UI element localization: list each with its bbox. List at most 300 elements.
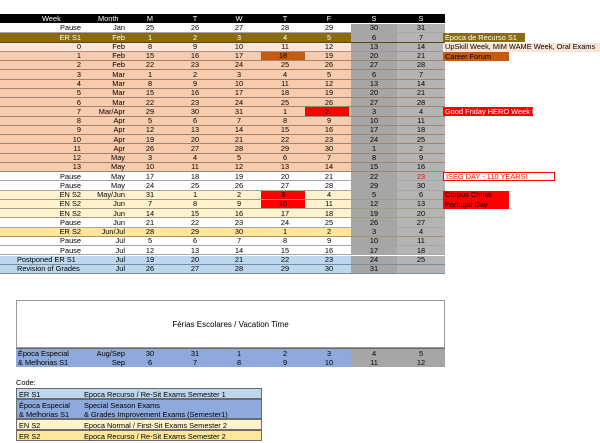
month-cell: Sep [111,357,125,367]
day-cell: 28 [397,61,445,69]
day-cell: 14 [397,43,445,51]
month-cell: Aug/Sep [96,348,125,358]
day-cell: 16 [190,51,200,61]
day-header-fri: F [326,13,332,23]
day-cell: 8 [351,154,397,162]
day-cell: 30 [190,106,200,116]
legend-description: Special Season Exams & Grades Improvement Exams (Semester1) [84,401,228,419]
day-cell: 22 [351,172,397,180]
week-cell: EN S2 [59,208,81,218]
day-cell: 12 [397,358,445,367]
day-cell: 22 [280,134,290,144]
day-cell: 18 [324,208,334,218]
week-cell: 6 [76,97,81,107]
day-cell: 3 [326,348,332,358]
day-cell: 4 [351,349,397,358]
week-cell: Postponed ER S1 [17,254,76,264]
day-cell: 12 [351,200,397,208]
day-cell: 5 [326,32,332,42]
day-cell: 17 [145,171,155,181]
legend-description: Epoca Recurso / Re-Sit Exams Semester 2 [84,432,226,441]
week-cell: Pause [60,171,81,181]
week-cell: Pause [60,245,81,255]
day-cell: 6 [192,116,198,126]
month-cell: Jan [113,23,125,33]
day-cell: 11 [351,358,397,367]
day-cell: 1 [282,227,288,237]
month-cell: Apr [113,125,125,135]
day-cell: 13 [190,125,200,135]
week-cell: 13 [72,162,81,172]
day-cell: 18 [190,171,200,181]
day-cell [397,265,445,273]
day-cell: 2 [326,227,332,237]
day-cell: 28 [324,180,334,190]
day-header-thu: T [282,13,288,23]
day-cell: 26 [190,23,200,33]
event-note: Good Friday HERO Week MiM [445,107,546,117]
day-cell: 25 [397,135,445,143]
day-cell: 9 [282,357,288,367]
day-cell: 30 [324,143,334,153]
day-cell: 5 [236,153,242,163]
day-cell: 6 [351,70,397,78]
day-cell: 30 [397,181,445,189]
calendar-row [0,33,445,42]
day-cell: 17 [351,246,397,254]
day-cell: 20 [190,254,200,264]
calendar-row [0,265,445,274]
day-header-sun: S [418,13,424,23]
day-header-tue: T [192,13,198,23]
day-cell: 20 [280,171,290,181]
day-cell: 12 [145,125,155,135]
day-cell: 14 [234,245,244,255]
month-cell: May [111,153,125,163]
day-cell: 2 [397,144,445,152]
day-cell: 9 [326,236,332,246]
day-cell: 18 [280,88,290,98]
day-cell: 24 [351,135,397,143]
day-cell: 23 [324,254,334,264]
month-cell: Jul [115,254,125,264]
day-cell: 19 [234,171,244,181]
day-cell: 3 [236,69,242,79]
day-cell: 7 [397,70,445,78]
day-cell: 28 [280,23,290,33]
event-note: ISEG DAY - 110 YEARS! [443,172,555,181]
day-cell: 12 [324,78,334,88]
day-cell: 9 [192,78,198,88]
day-cell: 30 [324,264,334,274]
legend-code: EN S2 [19,421,41,430]
week-cell: ER S2 [59,227,81,237]
day-cell: 21 [145,217,155,227]
day-cell: 27 [397,218,445,226]
month-cell: May [111,180,125,190]
day-cell: 13 [351,80,397,88]
calendar-row [0,163,445,172]
day-cell: 5 [326,69,332,79]
vacation-time-block: Férias Escolares / Vacation Time [16,300,445,348]
day-cell: 24 [234,97,244,107]
week-cell: Pause [60,23,81,33]
week-cell: 9 [76,125,81,135]
day-cell: 7 [236,236,242,246]
week-cell: 10 [72,134,81,144]
day-cell: 29 [324,23,334,33]
especial-label: & Melhorias S1 [18,357,69,367]
day-cell: 23 [397,172,445,180]
month-cell: Feb [112,60,125,70]
day-cell: 28 [145,227,155,237]
day-cell: 18 [397,126,445,134]
day-cell: 10 [351,117,397,125]
day-cell: 29 [280,264,290,274]
month-cell: Apr [113,116,125,126]
legend-description: Epoca Normal / First-Sit Exams Semester 2 [84,421,227,430]
day-cell: 10 [324,357,334,367]
legend-item [16,388,262,399]
day-cell: 27 [190,143,200,153]
day-cell: 31 [397,24,445,32]
legend-code: Época Especial & Melhorias S1 [19,401,70,419]
day-cell: 25 [397,256,445,264]
day-cell: 2 [305,107,349,115]
day-cell: 16 [324,245,334,255]
event-note: Career Forum [443,52,509,61]
day-cell: 12 [324,41,334,51]
month-cell: Jun [113,217,125,227]
week-cell: 1 [76,51,81,61]
day-cell: 5 [147,116,153,126]
day-cell: 10 [234,41,244,51]
day-cell: 1 [236,348,242,358]
day-cell: 3 [236,32,242,42]
week-cell: 5 [76,88,81,98]
day-cell: 7 [326,153,332,163]
day-cell: 31 [351,265,397,273]
day-cell: 5 [147,236,153,246]
day-cell: 23 [234,217,244,227]
day-cell: 15 [145,88,155,98]
day-cell: 13 [190,245,200,255]
day-cell: 25 [145,23,155,33]
day-cell: 7 [236,116,242,126]
calendar-row [0,117,445,126]
day-cell: 1 [147,32,153,42]
month-cell: Mar [112,69,125,79]
day-cell: 18 [261,52,305,60]
day-cell: 23 [324,134,334,144]
day-cell: 26 [324,60,334,70]
month-cell: Jun [113,199,125,209]
day-header-wed: W [235,13,243,23]
day-cell: 22 [280,254,290,264]
day-cell: 21 [324,171,334,181]
day-cell: 5 [351,191,397,199]
day-cell: 12 [234,162,244,172]
month-cell: Feb [112,51,125,61]
day-cell: 16 [397,163,445,171]
calendar-row [0,126,445,135]
day-cell: 9 [326,116,332,126]
calendar-row [0,237,445,246]
month-header: Month [98,13,119,23]
legend-item [16,430,262,441]
day-cell: 1 [147,69,153,79]
day-cell: 24 [351,256,397,264]
week-cell: 11 [73,143,81,153]
day-cell: 6 [192,236,198,246]
calendar-row [0,80,445,89]
day-cell: 3 [147,153,153,163]
day-cell: 28 [397,98,445,106]
day-cell: 27 [351,98,397,106]
day-cell: 8 [282,236,288,246]
day-cell: 11 [397,237,445,245]
day-cell: 13 [397,200,445,208]
day-cell: 4 [397,107,445,115]
day-cell: 6 [147,357,153,367]
day-cell: 4 [397,228,445,236]
day-cell: 27 [190,264,200,274]
day-cell: 16 [190,88,200,98]
week-cell: 0 [76,41,81,51]
calendar-row [0,144,445,153]
calendar-row [0,107,445,116]
day-cell: 21 [234,254,244,264]
day-cell: 20 [397,209,445,217]
day-cell: 4 [282,69,288,79]
week-cell: ER S1 [59,32,81,42]
day-cell: 7 [147,199,153,209]
day-cell: 9 [192,41,198,51]
legend-code: ER S2 [19,432,41,441]
day-cell: 26 [145,264,155,274]
day-cell: 21 [234,134,244,144]
day-cell: 25 [280,97,290,107]
calendar-row [0,61,445,70]
day-cell: 17 [234,51,244,61]
day-cell: 23 [190,97,200,107]
day-cell: 2 [192,69,198,79]
day-cell: 16 [324,125,334,135]
event-note: UpSkill Week, MiM WAME Week, Oral Exams [443,43,600,52]
day-cell: 13 [351,43,397,51]
day-cell: 1 [192,190,198,200]
calendar-row [0,89,445,98]
day-cell: 13 [280,162,290,172]
month-cell: Mar/Apr [98,106,125,116]
day-cell: 14 [234,125,244,135]
day-cell: 17 [234,88,244,98]
calendar-row [0,52,445,61]
event-note: Corpus Christi [443,191,509,200]
day-cell: 7 [192,357,198,367]
month-cell: Jul [115,264,125,274]
legend-title: Code: [16,378,36,387]
legend-code: ER S1 [19,390,41,399]
day-cell: 17 [280,208,290,218]
day-cell: 25 [280,60,290,70]
month-cell: Feb [112,32,125,42]
week-cell: EN S2 [59,199,81,209]
day-cell: 2 [192,32,198,42]
day-cell: 28 [234,264,244,274]
day-cell: 10 [261,200,305,208]
month-cell: Mar [112,78,125,88]
week-cell: Pause [60,236,81,246]
day-cell: 11 [191,162,199,172]
day-cell: 14 [145,208,155,218]
day-cell: 31 [234,106,244,116]
day-cell: 2 [236,190,242,200]
day-cell: 1 [351,144,397,152]
day-cell: 29 [280,143,290,153]
day-cell: 2 [282,348,288,358]
day-cell: 20 [190,134,200,144]
day-cell: 11 [325,199,333,209]
day-cell: 22 [145,60,155,70]
day-cell: 20 [351,89,397,97]
day-cell: 31 [190,348,200,358]
day-header-sat: S [371,13,377,23]
week-cell: 3 [76,69,81,79]
legend-item [16,419,262,430]
month-cell: Mar [112,97,125,107]
day-cell: 9 [397,154,445,162]
calendar-row [0,98,445,107]
day-cell: 24 [280,217,290,227]
day-cell: 25 [190,180,200,190]
day-cell: 8 [147,41,153,51]
day-cell: 14 [324,162,334,172]
calendar-row [0,154,445,163]
week-cell: Pause [60,180,81,190]
day-header-mon: M [146,13,154,23]
day-cell: 29 [351,181,397,189]
calendar-row [0,200,445,209]
day-cell: 9 [236,199,242,209]
day-cell: 11 [281,41,289,51]
day-cell: 8 [282,116,288,126]
month-cell: May [111,162,125,172]
day-cell: 4 [326,190,332,200]
month-cell: May/Jun [97,190,125,200]
legend-description: Epoca Recurso / Re-Sit Exams Semester 1 [84,390,226,399]
month-cell: Apr [113,143,125,153]
calendar-row [0,24,445,33]
day-cell: 6 [351,33,397,41]
day-cell: 8 [192,199,198,209]
day-cell: 24 [234,60,244,70]
day-cell: 11 [397,117,445,125]
day-cell: 30 [145,348,155,358]
month-cell: Jul [115,245,125,255]
day-cell: 15 [145,51,155,61]
calendar-row [0,43,445,52]
week-cell: 2 [76,60,81,70]
day-cell: 19 [351,209,397,217]
week-cell: 12 [72,153,81,163]
legend-item [16,399,262,419]
day-cell: 18 [397,246,445,254]
day-cell: 30 [351,24,397,32]
week-cell: Revision of Grades [17,264,80,274]
day-cell: 6 [282,153,288,163]
day-cell: 15 [280,245,290,255]
day-cell: 26 [351,218,397,226]
event-note: Época de Recurso S1 [443,33,525,42]
month-cell: Mar [112,88,125,98]
day-cell: 12 [145,245,155,255]
day-cell: 26 [234,180,244,190]
day-cell: 24 [145,180,155,190]
day-cell: 31 [145,190,155,200]
especial-label: Época Especial [18,348,69,358]
day-cell: 17 [351,126,397,134]
day-cell: 4 [192,153,198,163]
day-cell: 29 [145,106,155,116]
day-cell: 20 [351,52,397,60]
day-cell: 3 [351,107,397,115]
week-cell: EN S2 [59,190,81,200]
day-cell: 22 [190,217,200,227]
week-cell: 7 [76,106,81,116]
day-cell: 14 [397,80,445,88]
day-cell: 29 [190,227,200,237]
day-cell: 10 [145,162,155,172]
day-cell: 23 [190,60,200,70]
especial-block [16,348,445,367]
day-cell: 8 [147,78,153,88]
day-cell: 15 [280,125,290,135]
day-cell: 4 [282,32,288,42]
day-cell: 3 [261,191,305,199]
day-cell: 19 [145,134,155,144]
calendar-row [0,135,445,144]
day-cell: 16 [234,208,244,218]
month-cell: Apr [113,134,125,144]
calendar-row [0,70,445,79]
day-cell: 27 [280,180,290,190]
day-cell: 10 [234,78,244,88]
header-row [0,14,445,23]
day-cell: 7 [397,33,445,41]
day-cell: 27 [351,61,397,69]
day-cell: 21 [397,89,445,97]
month-cell: May [111,171,125,181]
week-cell: 4 [76,78,81,88]
day-cell: 22 [145,97,155,107]
month-cell: Jun [113,208,125,218]
day-cell: 25 [324,217,334,227]
day-cell: 26 [324,97,334,107]
day-cell: 19 [145,254,155,264]
day-cell: 15 [190,208,200,218]
day-cell: 26 [145,143,155,153]
week-cell: 8 [76,116,81,126]
day-cell: 8 [236,357,242,367]
month-cell: Jun/Jul [101,227,125,237]
week-header: Week [42,13,61,23]
day-cell: 19 [324,51,334,61]
day-cell: 19 [324,88,334,98]
day-cell: 28 [234,143,244,153]
day-cell: 27 [234,23,244,33]
day-cell: 10 [351,237,397,245]
